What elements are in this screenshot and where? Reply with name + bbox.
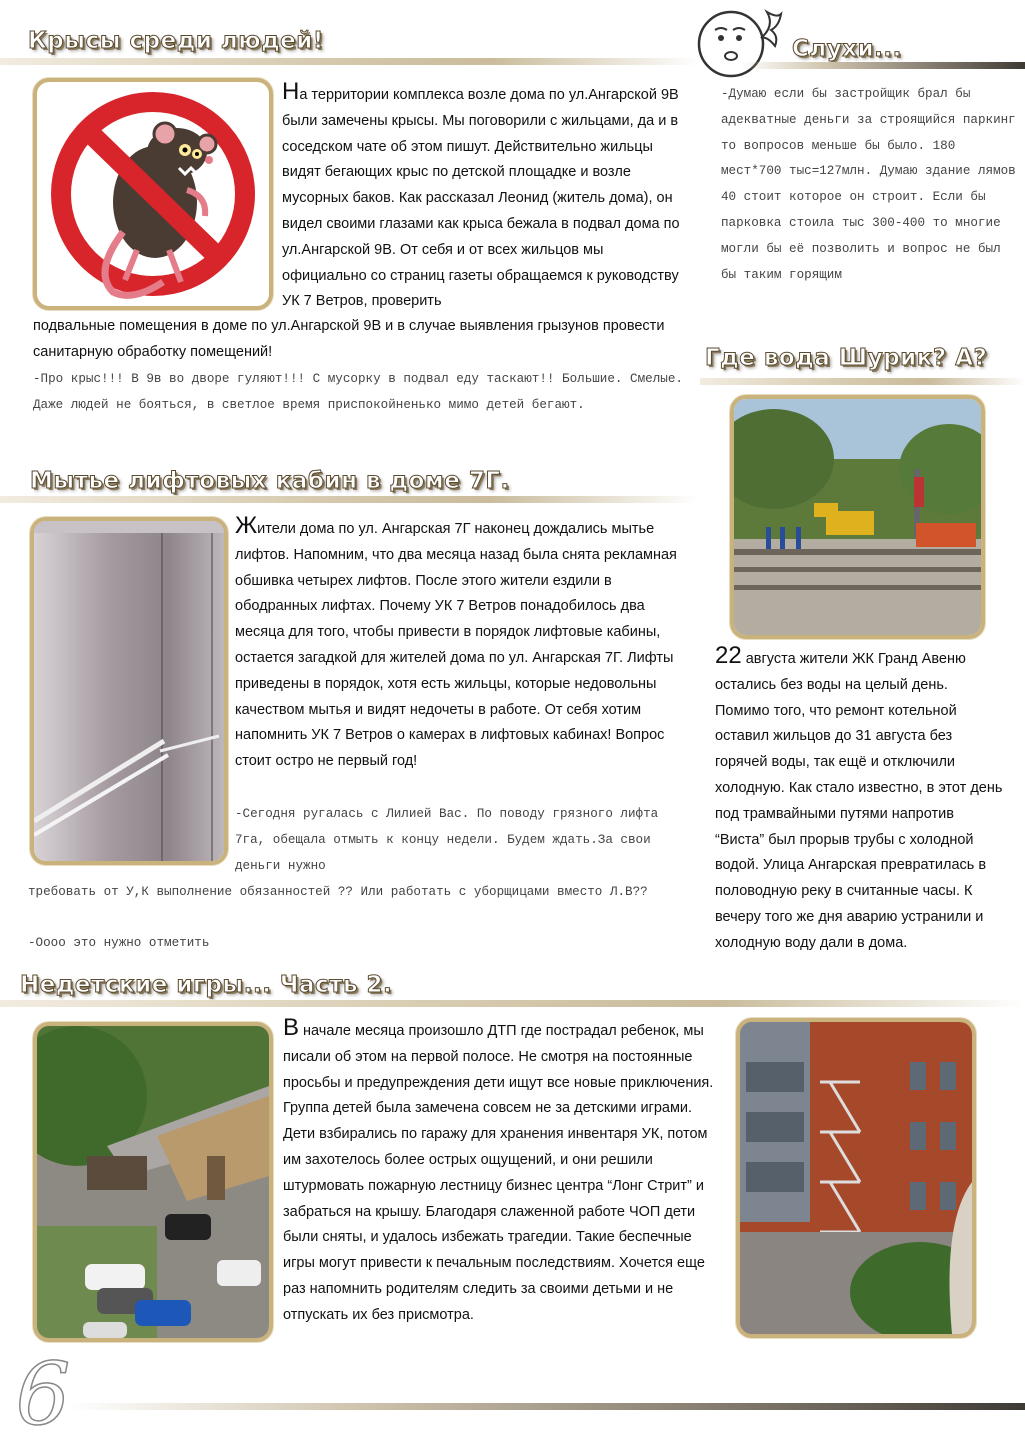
elevator-heading: Мытье лифтовых кабин в доме 7Г.: [30, 468, 510, 494]
elevator-comment-continued: требовать от У,К выполнение обязанностей ?? Или работать с уборщицами вместо Л.В??: [28, 885, 648, 899]
rats-comment: -Про крыс!!! В 9в во дворе гуляют!!! С мусорку в подвал еду таскают!! Большие. Смелые. Даже людей не бояться, в светлое время приспокойненько мимо детей бегают.: [33, 372, 683, 412]
rats-drop-cap: Н: [282, 78, 300, 105]
rats-article-continued: подвальные помещения в доме по ул.Ангарской 9В и в случае выявления грызунов провести санитарную обработку помещений!: [33, 318, 665, 360]
rats-heading: Крысы среди людей!: [28, 28, 324, 54]
water-rule: [700, 378, 1025, 385]
fire-escape-photo: [736, 1018, 976, 1338]
no-rats-sign-image: [33, 78, 273, 310]
games-drop-cap: В: [283, 1014, 300, 1041]
rumors-heading: Слухи...: [792, 36, 902, 62]
water-heading: Где вода Шурик? А?: [705, 345, 988, 371]
elevator-comment-2: -Оооо это нужно отметить: [28, 936, 210, 950]
rats-article-text: а территории комплекса возле дома по ул.Ангарской 9В были замечены крысы. Мы поговорили с жильцами, да и в соседском чате об этом пишут. Действительно жильцы видят бегающих крыс по детской площадке и возле мусорных баков. Как рассказал Леонид (житель дома), он видел своими глазами как крыса бежала в подвал дома по ул.Ангарской 9В. От себя и от всех жильцов мы официально со страниц газеты обращаемся к руководству УК 7 Ветров, проверить: [282, 87, 680, 310]
rumors-rule: [740, 62, 1025, 69]
water-article: [715, 642, 1005, 957]
games-article-text: начале месяца произошло ДТП где пострадал ребенок, мы писали об этом на первой полосе. Не смотря на постоянные просьбы и предупреждения дети ищут все новые приключения. Группа детей была замечена совсем не за детскими играми. Дети взбирались по гаражу для хранения инвентаря УК, потом им захотелось более острых ощущений, и они решили штурмовать пожарную лестницу бизнес центра “Лонг Стрит” и забраться на крышу. Благодаря слаженной работе ЧОП дети были сняты, и удалось избежать трагедии. Такие беспечные игры могут привести к печальным последствиям. Хочется еще раз напомнить родителям следить за своими детьми и не отпускать их без присмотра.: [283, 1023, 714, 1323]
elevator-article: [235, 512, 695, 775]
yard-aerial-photo: [33, 1022, 273, 1342]
rats-rule: [0, 58, 700, 65]
elevator-rule: [0, 496, 700, 503]
footer-rule: [70, 1403, 1025, 1410]
page-number: 6: [15, 1345, 71, 1445]
elevator-drop-cap: Ж: [235, 512, 258, 539]
water-article-text: августа жители ЖК Гранд Авеню остались без воды на целый день. Помимо того, что ремонт котельной оставил жильцов до 31 августа без горячей воды, так ещё и отключили холодную. Как стало известно, в этот день под трамвайными путями напротив “Виста” был прорыв трубы с холодной водой. Улица Ангарская превратилась в половодную реку в считанные часы. К вечеру того же дня аварию устранили и холодную воду дали в дома.: [715, 651, 1003, 951]
elevator-comment: -Сегодня ругалась с Лилией Вас. По поводу грязного лифта 7га, обещала отмыть к концу недели. Будем ждать.За свои деньги нужно: [235, 807, 659, 873]
games-rule: [0, 1000, 1025, 1007]
water-repair-photo: [730, 395, 985, 639]
elevator-article-text: ители дома по ул. Ангарская 7Г наконец дождались мытье лифтов. Напомним, что два месяца назад была снята рекламная обшивка четырех лифтов. После этого жители ездили в ободранных лифтах. Почему УК 7 Ветров понадобилось два месяца для того, чтобы привести в порядок лифтовые кабины, остается загадкой для жителей дома по ул. Ангарская 7Г. Лифты приведены в порядок, хотя есть жильцы, которые недовольны качеством мытья и видят недочеты в работе. От себя хотим напомнить УК 7 Ветров о камерах в лифтовых кабинах! Вопрос стоит остро не первый год!: [235, 521, 677, 770]
water-drop-cap: 22: [715, 642, 742, 669]
games-heading: Недетские игры... Часть 2.: [20, 972, 393, 998]
rats-article: [282, 78, 692, 315]
rumors-text: -Думаю если бы застройщик брал бы адекватные деньги за строящийся паркинг то вопросов меньше бы было. 180 мест*700 тыс=127млн. Думаю здание лямов 40 стоит которое он строит. Если бы парковка стоила тыс 300-400 то многие могли бы её позволить и вопрос не был бы таким горящим: [721, 87, 1016, 282]
elevator-cabin-photo: [30, 517, 228, 865]
games-article: [283, 1014, 723, 1329]
